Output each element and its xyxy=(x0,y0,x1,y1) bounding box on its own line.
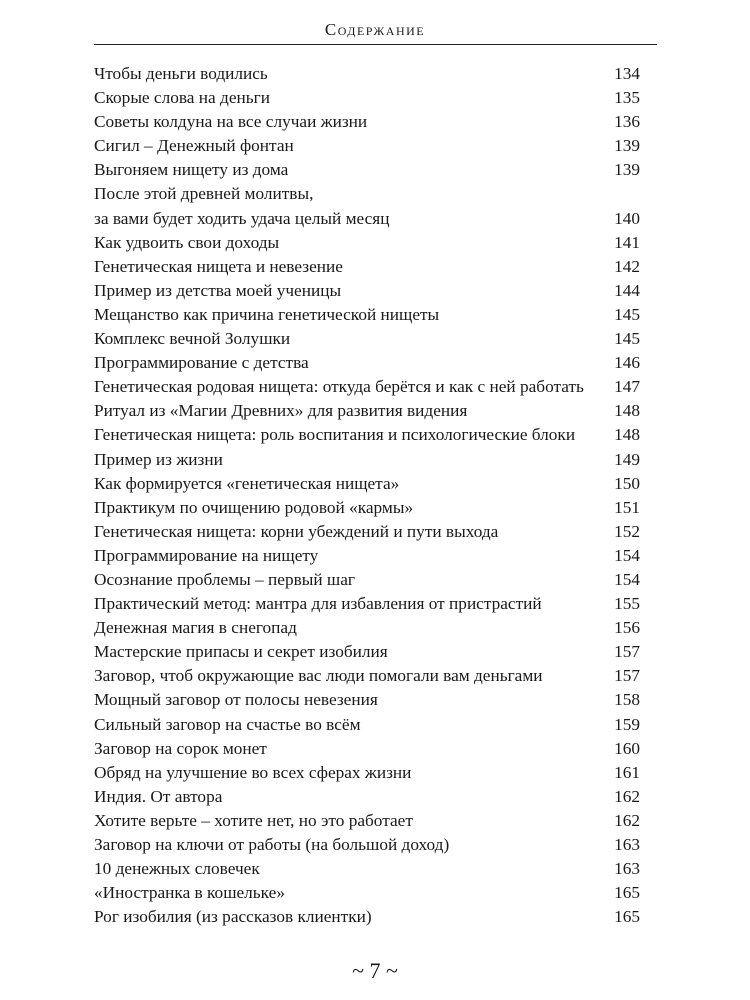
toc-entry-title: Мещанство как причина генетической нищеты xyxy=(94,304,440,324)
toc-entry xyxy=(94,231,640,255)
toc-entry xyxy=(94,110,640,134)
toc-entry xyxy=(94,568,640,592)
dot-leader xyxy=(586,391,610,392)
toc-entry xyxy=(94,881,640,905)
toc-entry-page-number: 139 xyxy=(614,136,640,156)
toc-entry-title: Ритуал из «Магии Древних» для развития видения xyxy=(94,401,468,421)
dot-leader xyxy=(262,873,610,874)
toc-entry-page-number: 147 xyxy=(614,377,640,397)
dot-leader xyxy=(544,608,610,609)
toc-entry-title: Программирование на нищету xyxy=(94,545,319,565)
header-divider xyxy=(94,44,657,45)
toc-entry-page-number: 158 xyxy=(614,690,640,710)
toc-entry xyxy=(94,207,640,231)
toc-entry-title: Сильный заговор на счастье во всём xyxy=(94,714,361,734)
dot-leader xyxy=(343,295,610,296)
toc-entry-title: Генетическая родовая нищета: откуда берётся и как с ней работать xyxy=(94,377,584,397)
dot-leader xyxy=(369,126,610,127)
toc-entry xyxy=(94,255,640,279)
dot-leader xyxy=(469,415,610,416)
toc-entry-title: Рог изобилия (из рассказов клиентки) xyxy=(94,907,372,927)
toc-entry xyxy=(94,86,640,110)
toc-entry xyxy=(94,616,640,640)
toc-entry-title: Хотите верьте – хотите нет, но это работает xyxy=(94,810,413,830)
toc-entry-title: Генетическая нищета и невезение xyxy=(94,256,343,276)
toc-entry-page-number: 144 xyxy=(614,280,640,300)
toc-entry-title: Пример из жизни xyxy=(94,449,223,469)
toc-entry-title: Мощный заговор от полосы невезения xyxy=(94,690,378,710)
toc-entry-title: «Иностранка в кошельке» xyxy=(94,883,285,903)
toc-entry-page-number: 146 xyxy=(614,353,640,373)
toc-entry-page-number: 157 xyxy=(614,666,640,686)
toc-entry xyxy=(94,857,640,881)
toc-entry xyxy=(94,399,640,423)
dot-leader xyxy=(296,150,610,151)
dot-leader xyxy=(415,825,610,826)
dot-leader xyxy=(415,512,610,513)
toc-entry xyxy=(94,279,640,303)
toc-entry-title: Советы колдуна на все случаи жизни xyxy=(94,112,368,132)
dot-leader xyxy=(269,753,610,754)
toc-entry-title: Как формируется «генетическая нищета» xyxy=(94,473,400,493)
toc-entry xyxy=(94,688,640,712)
dot-leader xyxy=(441,319,610,320)
toc-entry xyxy=(94,158,640,182)
toc-entry-page-number: 157 xyxy=(614,642,640,662)
toc-entry xyxy=(94,423,640,447)
toc-entry-page-number: 165 xyxy=(614,907,640,927)
page-number: ~ 7 ~ xyxy=(352,958,398,983)
dot-leader xyxy=(225,464,610,465)
dot-leader xyxy=(500,536,610,537)
dot-leader xyxy=(401,488,610,489)
toc-entry-title: Практический метод: мантра для избавления от пристрастий xyxy=(94,594,542,614)
toc-entry-page-number: 162 xyxy=(614,810,640,830)
dot-leader xyxy=(380,704,610,705)
dot-leader xyxy=(374,921,610,922)
dot-leader xyxy=(413,777,610,778)
toc-entry-page-number: 152 xyxy=(614,521,640,541)
toc-entry-title: Обряд на улучшение во всех сферах жизни xyxy=(94,762,412,782)
dot-leader xyxy=(345,271,610,272)
toc-entry-page-number: 159 xyxy=(614,714,640,734)
toc-entry-page-number: 136 xyxy=(614,112,640,132)
table-of-contents xyxy=(94,62,640,929)
toc-entry-page-number: 160 xyxy=(614,738,640,758)
toc-entry-page-number: 139 xyxy=(614,160,640,180)
toc-entry xyxy=(94,809,640,833)
toc-entry-title: за вами будет ходить удача целый месяц xyxy=(94,208,390,228)
toc-entry-page-number: 142 xyxy=(614,256,640,276)
toc-entry xyxy=(94,472,640,496)
toc-entry-title: Программирование с детства xyxy=(94,353,309,373)
toc-entry xyxy=(94,448,640,472)
dot-leader xyxy=(292,343,610,344)
toc-entry-page-number: 145 xyxy=(614,329,640,349)
dot-leader xyxy=(320,560,610,561)
toc-entry-title: Осознание проблемы – первый шаг xyxy=(94,569,355,589)
toc-entry-title: Комплекс вечной Золушки xyxy=(94,329,291,349)
toc-entry xyxy=(94,327,640,351)
toc-entry-title: Пример из детства моей ученицы xyxy=(94,280,342,300)
toc-entry xyxy=(94,737,640,761)
dot-leader xyxy=(390,656,610,657)
toc-entry-title: Сигил – Денежный фонтан xyxy=(94,136,294,156)
toc-entry-title: Заговор на сорок монет xyxy=(94,738,267,758)
dot-leader xyxy=(299,632,610,633)
toc-entry-page-number: 135 xyxy=(614,88,640,108)
toc-entry xyxy=(94,351,640,375)
toc-entry-title: Мастерские припасы и секрет изобилия xyxy=(94,642,388,662)
toc-entry-page-number: 141 xyxy=(614,232,640,252)
toc-entry xyxy=(94,592,640,616)
toc-entry-page-number: 134 xyxy=(614,64,640,83)
toc-entry xyxy=(94,905,640,929)
dot-leader xyxy=(270,78,610,79)
toc-entry-page-number: 155 xyxy=(614,594,640,614)
toc-entry-title: Генетическая нищета: корни убеждений и пути выхода xyxy=(94,521,499,541)
dot-leader xyxy=(311,367,610,368)
toc-entry-page-number: 154 xyxy=(614,569,640,589)
dot-leader xyxy=(357,584,610,585)
dot-leader xyxy=(363,729,610,730)
toc-entry xyxy=(94,713,640,737)
toc-entry xyxy=(94,833,640,857)
toc-entry-title: Чтобы деньги водились xyxy=(94,64,268,83)
toc-entry xyxy=(94,544,640,568)
dot-leader xyxy=(392,223,611,224)
toc-entry xyxy=(94,520,640,544)
running-head-title: Содержание xyxy=(324,20,426,39)
toc-entry-page-number: 165 xyxy=(614,883,640,903)
toc-entry-page-number: 150 xyxy=(614,473,640,493)
toc-entry xyxy=(94,375,640,399)
toc-entry-page-number: 161 xyxy=(614,762,640,782)
toc-entry xyxy=(94,785,640,809)
toc-entry-page-number: 151 xyxy=(614,497,640,517)
toc-entry-page-number: 148 xyxy=(614,425,640,445)
dot-leader xyxy=(545,680,610,681)
toc-entry-page-number: 149 xyxy=(614,449,640,469)
toc-entry-page-number: 156 xyxy=(614,618,640,638)
toc-entry-title: Заговор на ключи от работы (на большой доход) xyxy=(94,835,450,854)
dot-leader xyxy=(577,439,610,440)
toc-entry-title: 10 денежных словечек xyxy=(94,859,260,879)
toc-entry-title: После этой древней молитвы, xyxy=(94,184,314,204)
toc-entry-page-number: 163 xyxy=(614,859,640,879)
toc-entry-page-number: 145 xyxy=(614,304,640,324)
toc-entry-title: Денежная магия в снегопад xyxy=(94,618,297,638)
toc-entry-title: Индия. От автора xyxy=(94,786,223,806)
toc-entry-page-number: 154 xyxy=(614,545,640,565)
dot-leader xyxy=(281,247,610,248)
toc-entry-page-number: 140 xyxy=(614,208,640,228)
dot-leader xyxy=(290,174,610,175)
toc-entry-title: Как удвоить свои доходы xyxy=(94,232,280,252)
dot-leader xyxy=(287,897,610,898)
dot-leader xyxy=(451,849,610,850)
toc-entry-title: Скорые слова на деньги xyxy=(94,88,270,108)
dot-leader xyxy=(272,102,610,103)
toc-entry-page-number: 162 xyxy=(614,786,640,806)
toc-entry xyxy=(94,640,640,664)
toc-entry-page-number: 148 xyxy=(614,401,640,421)
toc-entry xyxy=(94,134,640,158)
toc-entry-title: Практикум по очищению родовой «кармы» xyxy=(94,497,414,517)
toc-entry-title: Генетическая нищета: роль воспитания и психологические блоки xyxy=(94,425,576,445)
toc-entry xyxy=(94,761,640,785)
toc-entry-page-number: 163 xyxy=(614,835,640,854)
toc-entry xyxy=(94,496,640,520)
toc-entry-title: Выгоняем нищету из дома xyxy=(94,160,289,180)
toc-entry-title: Заговор, чтоб окружающие вас люди помогали вам деньгами xyxy=(94,666,543,686)
toc-entry xyxy=(94,303,640,327)
toc-entry xyxy=(94,664,640,688)
toc-entry xyxy=(94,62,640,86)
toc-entry-line xyxy=(94,182,640,206)
dot-leader xyxy=(224,801,610,802)
